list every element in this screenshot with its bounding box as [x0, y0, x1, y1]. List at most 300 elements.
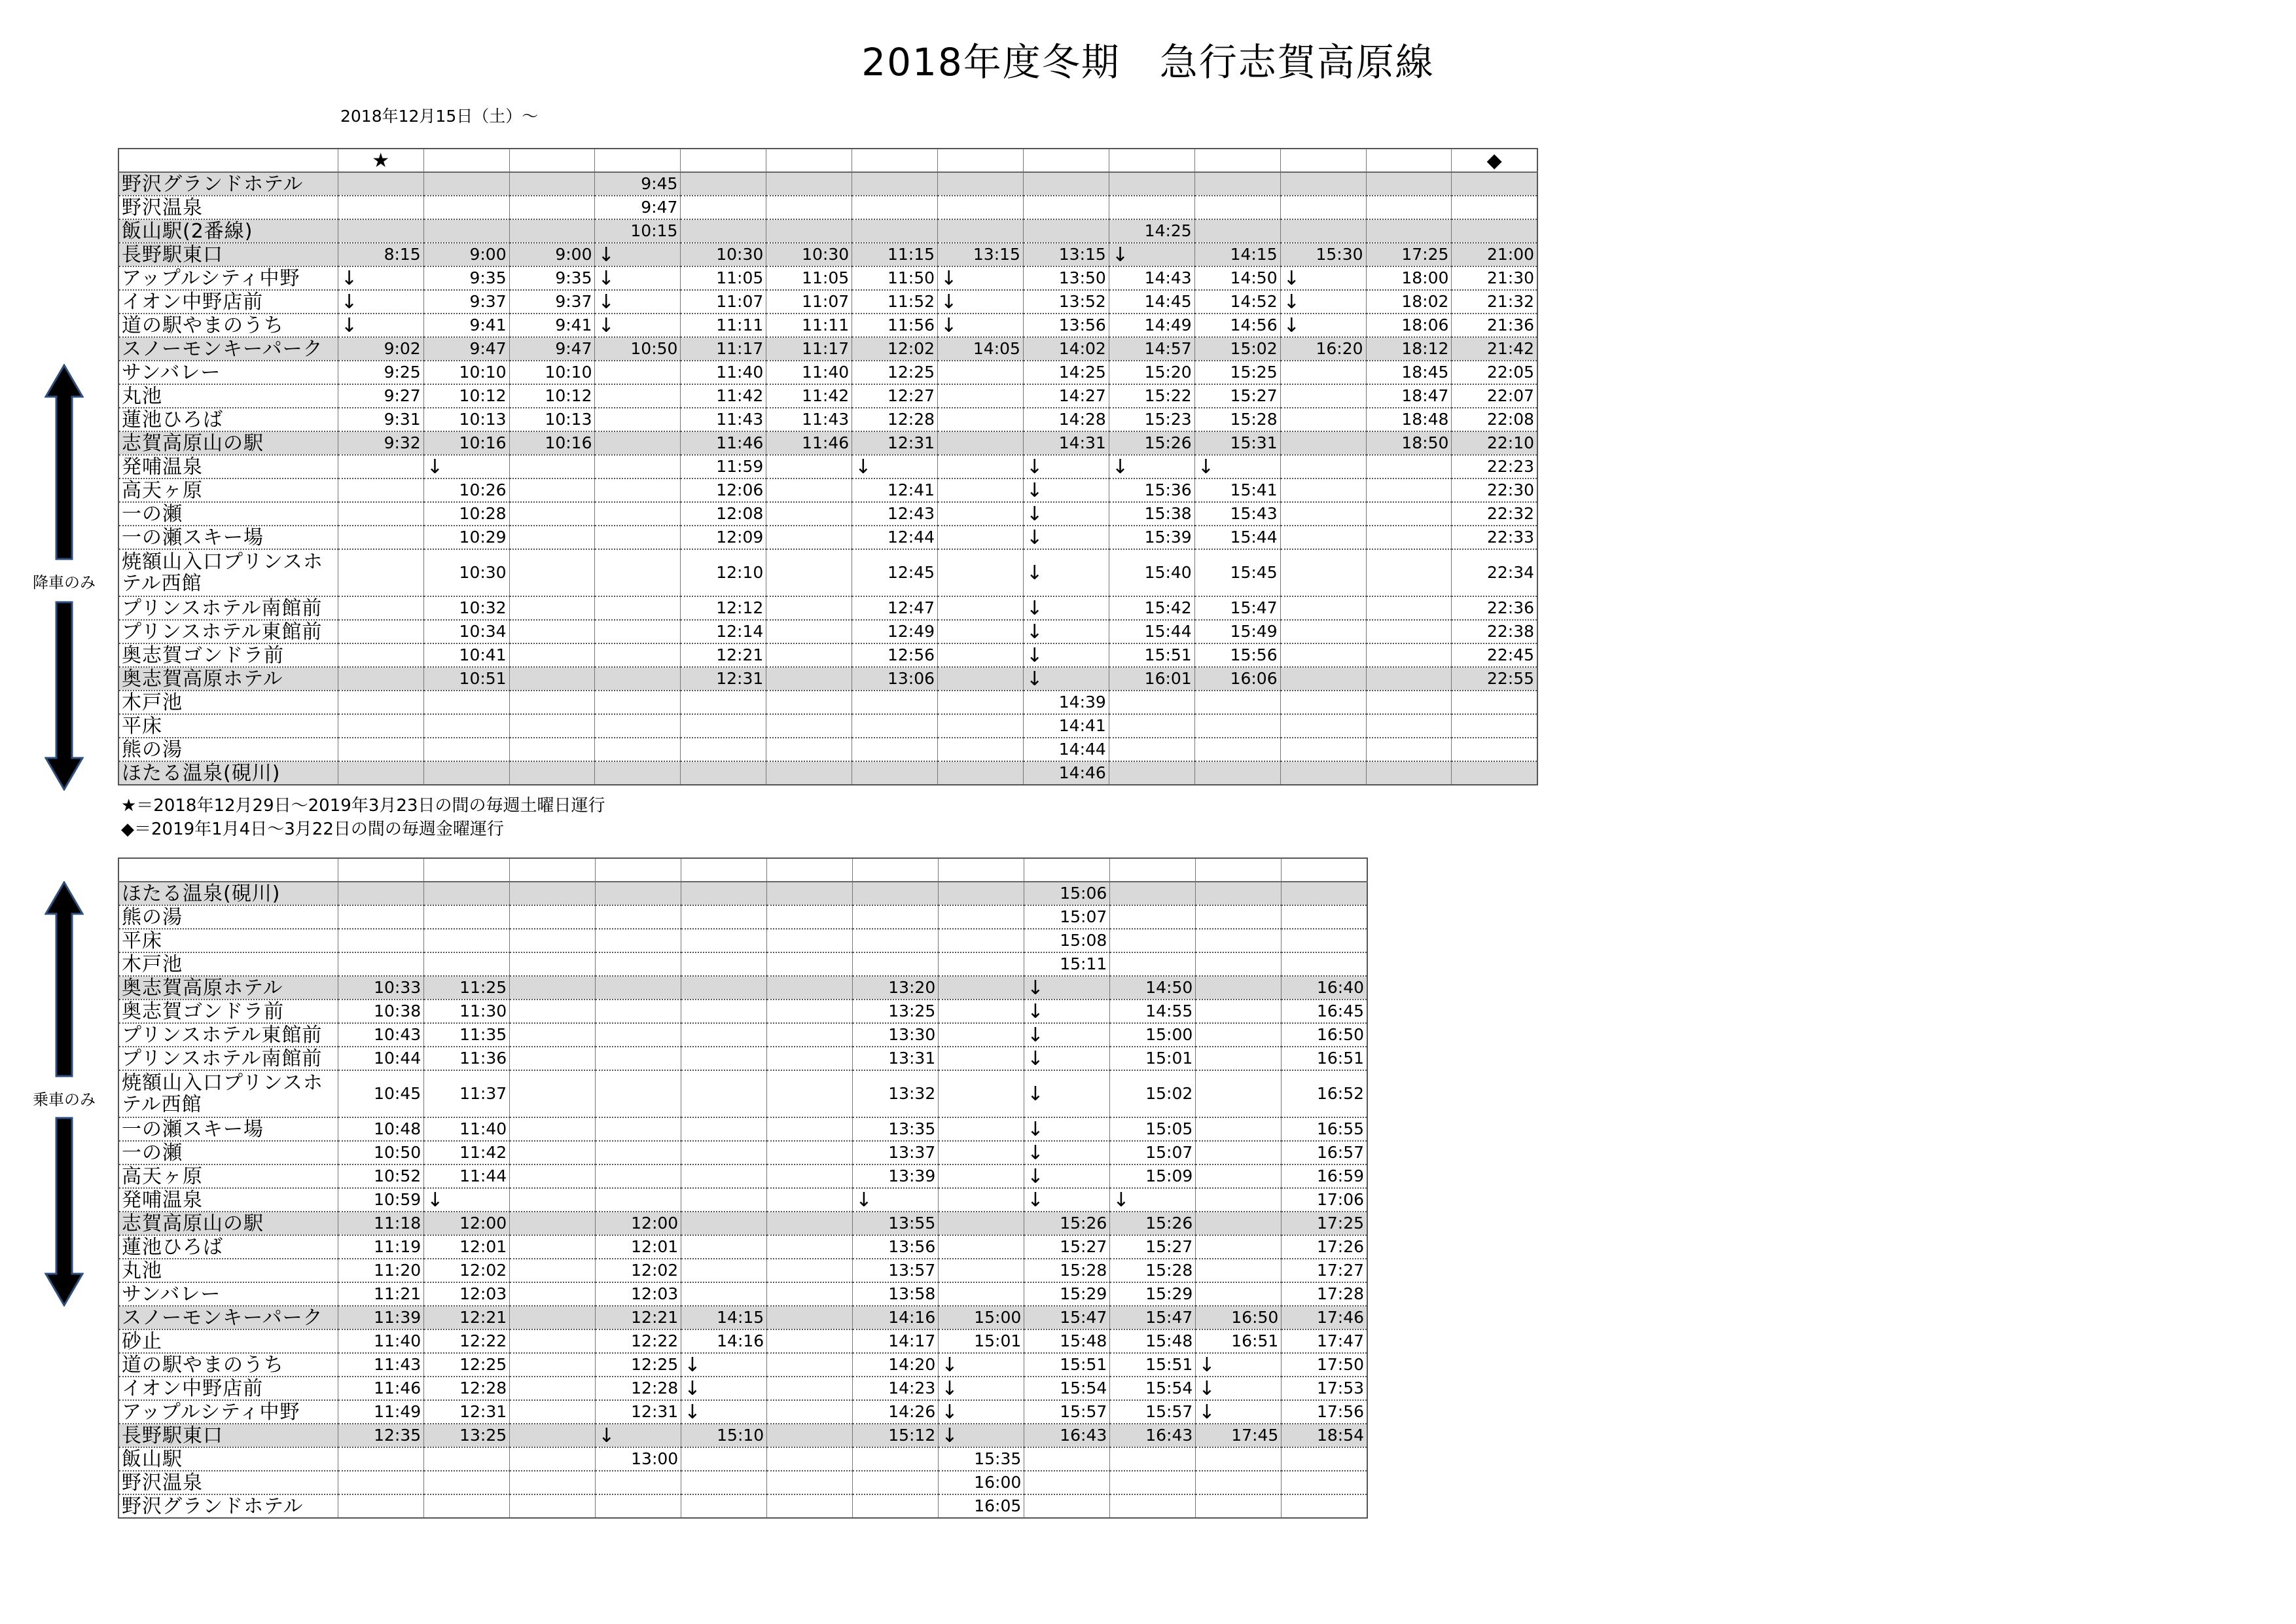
time-cell: 12:25 — [424, 1353, 510, 1377]
time-cell: 15:22 — [1109, 384, 1194, 408]
station-name: 一の瀬 — [118, 1141, 338, 1164]
time-cell — [1452, 761, 1537, 785]
time-cell: 12:09 — [681, 526, 766, 549]
time-cell: 15:57 — [1024, 1400, 1110, 1424]
time-cell — [595, 691, 681, 714]
time-cell — [853, 952, 939, 976]
time-cell: 8:15 — [338, 243, 423, 266]
header-cell — [1282, 858, 1367, 882]
time-cell: 15:28 — [1194, 408, 1280, 431]
time-cell: 9:02 — [338, 337, 423, 361]
time-cell: 22:36 — [1452, 596, 1537, 620]
time-cell — [766, 502, 852, 526]
table-row — [118, 1070, 1367, 1117]
table-row — [118, 1023, 1367, 1047]
time-cell — [338, 643, 423, 667]
time-cell — [681, 1471, 767, 1494]
time-cell — [1194, 172, 1280, 196]
header-cell — [118, 149, 338, 172]
time-cell: 10:50 — [338, 1141, 424, 1164]
time-cell — [510, 1306, 596, 1329]
time-cell: 12:41 — [852, 478, 938, 502]
time-cell: 12:01 — [424, 1235, 510, 1259]
time-cell — [681, 1447, 767, 1471]
time-cell — [424, 929, 510, 952]
time-cell: 12:21 — [596, 1306, 681, 1329]
time-cell — [338, 219, 423, 243]
time-cell — [510, 1424, 596, 1447]
time-cell — [338, 1471, 424, 1494]
time-cell: 12:35 — [338, 1424, 424, 1447]
time-cell: 12:02 — [424, 1259, 510, 1282]
station-name: 一の瀬スキー場 — [118, 526, 338, 549]
station-name: アップルシティ中野 — [118, 266, 338, 290]
time-cell — [938, 361, 1024, 384]
time-cell — [1452, 196, 1537, 219]
time-cell — [1109, 761, 1194, 785]
header-cell: ★ — [338, 149, 423, 172]
time-cell: 11:36 — [424, 1047, 510, 1070]
time-cell — [596, 882, 681, 905]
time-cell — [424, 1471, 510, 1494]
time-cell — [595, 431, 681, 455]
time-cell — [424, 1447, 510, 1471]
time-cell: 14:31 — [1023, 431, 1109, 455]
time-cell: 21:32 — [1452, 290, 1537, 314]
table-header-row — [118, 149, 1537, 172]
station-name: 熊の湯 — [118, 905, 338, 929]
table-row — [118, 620, 1537, 643]
time-cell: 9:45 — [595, 172, 681, 196]
time-cell: 10:34 — [423, 620, 509, 643]
time-cell — [767, 1471, 853, 1494]
table-row — [118, 478, 1537, 502]
time-cell — [767, 1000, 853, 1023]
time-cell: 12:22 — [424, 1329, 510, 1353]
table-row — [118, 1047, 1367, 1070]
time-cell — [681, 1141, 767, 1164]
time-cell — [510, 1212, 596, 1235]
table-row — [118, 714, 1537, 738]
time-cell — [338, 929, 424, 952]
table-row — [118, 1447, 1367, 1471]
table-row — [118, 1494, 1367, 1518]
time-cell: 15:07 — [1024, 905, 1110, 929]
time-cell — [681, 882, 767, 905]
time-cell — [510, 1400, 596, 1424]
station-name: 志賀高原山の駅 — [118, 1212, 338, 1235]
down-arrow-icon-2 — [45, 1117, 84, 1307]
time-cell: 16:40 — [1282, 976, 1367, 1000]
time-cell — [852, 714, 938, 738]
side-label-board-only: 乗車のみ — [33, 1091, 96, 1109]
station-name: 蓮池ひろば — [118, 408, 338, 431]
time-cell: 10:32 — [423, 596, 509, 620]
time-cell: 10:50 — [595, 337, 681, 361]
time-cell — [1196, 1212, 1282, 1235]
time-cell — [766, 643, 852, 667]
time-cell: 12:31 — [852, 431, 938, 455]
time-cell — [681, 691, 766, 714]
station-name: プリンスホテル南館前 — [118, 1047, 338, 1070]
time-cell — [767, 1023, 853, 1047]
time-cell: 9:37 — [509, 290, 595, 314]
table-row — [118, 1471, 1367, 1494]
time-cell: ↓ — [1023, 643, 1109, 667]
time-cell — [1196, 976, 1282, 1000]
time-cell — [1366, 502, 1452, 526]
time-cell — [681, 1117, 767, 1141]
time-cell — [853, 1471, 939, 1494]
time-cell — [1110, 1447, 1196, 1471]
time-cell: 21:42 — [1452, 337, 1537, 361]
station-name: イオン中野店前 — [118, 1377, 338, 1400]
header-cell — [423, 149, 509, 172]
time-cell: 15:01 — [1110, 1047, 1196, 1070]
station-name: 木戸池 — [118, 952, 338, 976]
time-cell: 15:30 — [1280, 243, 1366, 266]
time-cell: 17:06 — [1282, 1188, 1367, 1212]
station-name: 野沢グランドホテル — [118, 172, 338, 196]
time-cell: 17:47 — [1282, 1329, 1367, 1353]
time-cell: 14:26 — [853, 1400, 939, 1424]
time-cell: ↓ — [1280, 266, 1366, 290]
time-cell — [681, 1000, 767, 1023]
time-cell: 18:47 — [1366, 384, 1452, 408]
time-cell — [338, 761, 423, 785]
time-cell: 12:31 — [424, 1400, 510, 1424]
time-cell — [1196, 1259, 1282, 1282]
header-cell — [509, 149, 595, 172]
time-cell — [767, 1400, 853, 1424]
station-name: 野沢グランドホテル — [118, 1494, 338, 1518]
time-cell: 10:29 — [423, 526, 509, 549]
time-cell: 14:43 — [1109, 266, 1194, 290]
time-cell — [595, 502, 681, 526]
time-cell: 13:31 — [853, 1047, 939, 1070]
time-cell — [510, 1117, 596, 1141]
time-cell — [509, 219, 595, 243]
header-cell — [510, 858, 596, 882]
time-cell: 15:57 — [1110, 1400, 1196, 1424]
time-cell — [1280, 691, 1366, 714]
header-cell — [1110, 858, 1196, 882]
time-cell — [681, 952, 767, 976]
time-cell: ↓ — [681, 1353, 767, 1377]
station-name: 飯山駅 — [118, 1447, 338, 1471]
time-cell: 15:11 — [1024, 952, 1110, 976]
table-row — [118, 1164, 1367, 1188]
time-cell — [766, 691, 852, 714]
time-cell — [510, 1353, 596, 1377]
time-cell — [510, 1164, 596, 1188]
time-cell: 13:39 — [853, 1164, 939, 1188]
station-name: サンバレー — [118, 1282, 338, 1306]
time-cell — [1194, 738, 1280, 761]
time-cell: 10:10 — [423, 361, 509, 384]
time-cell: 9:35 — [509, 266, 595, 290]
time-cell — [1280, 738, 1366, 761]
time-cell — [424, 882, 510, 905]
time-cell — [424, 905, 510, 929]
station-name: プリンスホテル南館前 — [118, 596, 338, 620]
time-cell: 15:00 — [1110, 1023, 1196, 1047]
time-cell — [338, 905, 424, 929]
station-name: スノーモンキーパーク — [118, 1306, 338, 1329]
table-row — [118, 929, 1367, 952]
time-cell — [852, 761, 938, 785]
time-cell — [1109, 714, 1194, 738]
time-cell — [938, 738, 1024, 761]
time-cell — [338, 1494, 424, 1518]
time-cell: ↓ — [939, 1424, 1024, 1447]
time-cell: 12:56 — [852, 643, 938, 667]
time-cell — [1023, 172, 1109, 196]
time-cell: ↓ — [1196, 1353, 1282, 1377]
time-cell — [1366, 549, 1452, 596]
time-cell: 15:45 — [1194, 549, 1280, 596]
time-cell — [1280, 196, 1366, 219]
time-cell: 9:25 — [338, 361, 423, 384]
time-cell — [1194, 196, 1280, 219]
header-cell — [596, 858, 681, 882]
table-row — [118, 290, 1537, 314]
time-cell: 15:38 — [1109, 502, 1194, 526]
time-cell: 15:08 — [1024, 929, 1110, 952]
time-cell: ↓ — [1196, 1400, 1282, 1424]
header-cell — [1196, 858, 1282, 882]
time-cell — [1280, 408, 1366, 431]
time-cell: 15:28 — [1024, 1259, 1110, 1282]
time-cell: ↓ — [1023, 455, 1109, 478]
time-cell: ↓ — [595, 266, 681, 290]
time-cell — [767, 929, 853, 952]
time-cell — [767, 1377, 853, 1400]
time-cell — [1366, 667, 1452, 691]
time-cell — [1366, 620, 1452, 643]
time-cell — [1196, 1047, 1282, 1070]
time-cell: 17:25 — [1282, 1212, 1367, 1235]
table-row — [118, 431, 1537, 455]
station-name: アップルシティ中野 — [118, 1400, 338, 1424]
time-cell — [938, 172, 1024, 196]
time-cell: 18:00 — [1366, 266, 1452, 290]
time-cell: ↓ — [1023, 549, 1109, 596]
time-cell: 12:27 — [852, 384, 938, 408]
time-cell: 14:50 — [1110, 976, 1196, 1000]
time-cell — [510, 1259, 596, 1282]
time-cell: 12:14 — [681, 620, 766, 643]
time-cell — [767, 1424, 853, 1447]
time-cell: 14:27 — [1023, 384, 1109, 408]
time-cell — [1023, 196, 1109, 219]
time-cell: ↓ — [424, 1188, 510, 1212]
time-cell — [766, 219, 852, 243]
time-cell: 11:19 — [338, 1235, 424, 1259]
time-cell — [510, 1188, 596, 1212]
table-row — [118, 1353, 1367, 1377]
station-name: 焼額山入口プリンスホテル西館 — [118, 1070, 338, 1117]
time-cell: 14:46 — [1023, 761, 1109, 785]
time-cell — [1282, 1471, 1367, 1494]
time-cell: 14:23 — [853, 1377, 939, 1400]
time-cell — [1280, 361, 1366, 384]
time-cell: 15:29 — [1110, 1282, 1196, 1306]
time-cell — [766, 714, 852, 738]
time-cell — [595, 738, 681, 761]
time-cell: 11:35 — [424, 1023, 510, 1047]
time-cell: 16:00 — [939, 1471, 1024, 1494]
time-cell: 11:43 — [338, 1353, 424, 1377]
time-cell: ↓ — [1194, 455, 1280, 478]
time-cell — [338, 478, 423, 502]
station-name: 高天ヶ原 — [118, 1164, 338, 1188]
time-cell: ↓ — [423, 455, 509, 478]
time-cell: 15:36 — [1109, 478, 1194, 502]
time-cell — [939, 1023, 1024, 1047]
time-cell: 12:28 — [596, 1377, 681, 1400]
time-cell — [939, 1188, 1024, 1212]
time-cell: 9:41 — [509, 314, 595, 337]
time-cell: 16:50 — [1196, 1306, 1282, 1329]
time-cell — [1196, 1070, 1282, 1117]
time-cell — [510, 1000, 596, 1023]
time-cell: 15:06 — [1024, 882, 1110, 905]
time-cell: ↓ — [1196, 1377, 1282, 1400]
time-cell: 11:40 — [681, 361, 766, 384]
time-cell — [1110, 1494, 1196, 1518]
time-cell: 10:51 — [423, 667, 509, 691]
time-cell: 12:49 — [852, 620, 938, 643]
time-cell: 11:50 — [852, 266, 938, 290]
time-cell — [509, 596, 595, 620]
time-cell — [1282, 952, 1367, 976]
time-cell: 22:34 — [1452, 549, 1537, 596]
time-cell: 15:01 — [939, 1329, 1024, 1353]
station-name: 奥志賀ゴンドラ前 — [118, 1000, 338, 1023]
time-cell: 10:12 — [509, 384, 595, 408]
time-cell: 17:53 — [1282, 1377, 1367, 1400]
time-cell: 17:56 — [1282, 1400, 1367, 1424]
time-cell — [766, 761, 852, 785]
time-cell: 17:26 — [1282, 1235, 1367, 1259]
time-cell: 14:05 — [938, 337, 1024, 361]
time-cell — [938, 455, 1024, 478]
table-row — [118, 761, 1537, 785]
station-name: 道の駅やまのうち — [118, 1353, 338, 1377]
time-cell — [595, 643, 681, 667]
station-name: スノーモンキーパーク — [118, 337, 338, 361]
time-cell — [1366, 714, 1452, 738]
time-cell — [766, 596, 852, 620]
time-cell — [766, 196, 852, 219]
time-cell: 11:40 — [424, 1117, 510, 1141]
time-cell — [1024, 1447, 1110, 1471]
time-cell: 12:21 — [424, 1306, 510, 1329]
time-cell: 13:25 — [853, 1000, 939, 1023]
note-star: ★＝2018年12月29日～2019年3月23日の間の毎週土曜日運行 — [121, 796, 605, 816]
time-cell — [939, 1164, 1024, 1188]
time-cell — [853, 882, 939, 905]
time-cell — [423, 714, 509, 738]
time-cell — [1196, 1494, 1282, 1518]
time-cell: 22:32 — [1452, 502, 1537, 526]
station-name: プリンスホテル東館前 — [118, 620, 338, 643]
time-cell: 12:31 — [681, 667, 766, 691]
time-cell — [681, 929, 767, 952]
time-cell: 22:30 — [1452, 478, 1537, 502]
time-cell: 16:55 — [1282, 1117, 1367, 1141]
time-cell: ↓ — [1024, 1000, 1110, 1023]
time-cell — [1366, 478, 1452, 502]
time-cell: 11:17 — [766, 337, 852, 361]
time-cell — [423, 691, 509, 714]
time-cell: 17:45 — [1196, 1424, 1282, 1447]
time-cell: 9:47 — [423, 337, 509, 361]
time-cell — [938, 502, 1024, 526]
time-cell: ↓ — [1024, 1141, 1110, 1164]
time-cell: 14:41 — [1023, 714, 1109, 738]
time-cell: 12:22 — [596, 1329, 681, 1353]
time-cell: 11:46 — [681, 431, 766, 455]
time-cell — [853, 1447, 939, 1471]
time-cell — [938, 761, 1024, 785]
station-name: イオン中野店前 — [118, 290, 338, 314]
time-cell: 9:00 — [423, 243, 509, 266]
time-cell — [1194, 714, 1280, 738]
time-cell: 10:43 — [338, 1023, 424, 1047]
time-cell: 14:57 — [1109, 337, 1194, 361]
time-cell — [1366, 738, 1452, 761]
time-cell — [595, 549, 681, 596]
time-cell — [766, 620, 852, 643]
time-cell — [596, 929, 681, 952]
time-cell — [510, 1282, 596, 1306]
time-cell: 11:43 — [766, 408, 852, 431]
time-cell: ↓ — [1023, 526, 1109, 549]
table-row — [118, 455, 1537, 478]
time-cell: 11:25 — [424, 976, 510, 1000]
time-cell: ↓ — [595, 243, 681, 266]
time-cell: ↓ — [938, 266, 1024, 290]
time-cell — [595, 620, 681, 643]
station-name: サンバレー — [118, 361, 338, 384]
time-cell: 14:39 — [1023, 691, 1109, 714]
time-cell: 15:51 — [1109, 643, 1194, 667]
time-cell — [939, 1070, 1024, 1117]
header-cell — [1280, 149, 1366, 172]
time-cell — [852, 738, 938, 761]
time-cell — [423, 738, 509, 761]
time-cell — [1110, 1471, 1196, 1494]
header-cell — [1109, 149, 1194, 172]
time-cell — [1196, 1188, 1282, 1212]
time-cell: 14:55 — [1110, 1000, 1196, 1023]
time-cell: ↓ — [1024, 1117, 1110, 1141]
time-cell: 10:15 — [595, 219, 681, 243]
table-row — [118, 882, 1367, 905]
time-cell — [1280, 219, 1366, 243]
time-cell — [681, 738, 766, 761]
time-cell — [1282, 905, 1367, 929]
time-cell: 18:54 — [1282, 1424, 1367, 1447]
time-cell — [338, 502, 423, 526]
time-cell — [423, 219, 509, 243]
time-cell — [338, 596, 423, 620]
time-cell: 12:10 — [681, 549, 766, 596]
time-cell: 13:30 — [853, 1023, 939, 1047]
time-cell — [1110, 952, 1196, 976]
